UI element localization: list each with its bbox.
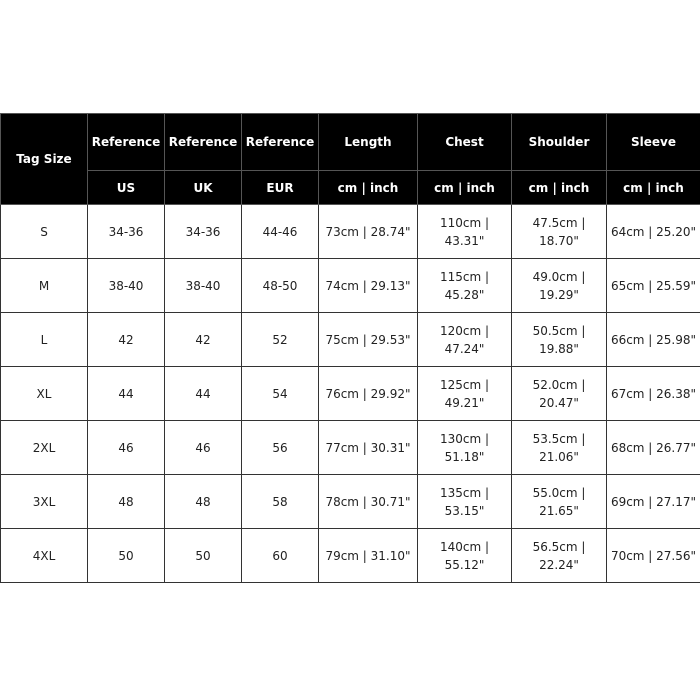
cell-length: 77cm | 30.31": [319, 421, 418, 475]
cell-uk: 46: [165, 421, 242, 475]
cell-eur: 58: [242, 475, 319, 529]
table-row: [1, 259, 700, 313]
header-shoulder: Shoulder: [512, 114, 607, 171]
cell-sleeve: 66cm | 25.98": [607, 313, 700, 367]
header-reference-eur: Reference: [242, 114, 319, 171]
cell-chest: 140cm | 55.12": [418, 529, 512, 583]
cell-length: 78cm | 30.71": [319, 475, 418, 529]
cell-tag-size: XL: [1, 367, 88, 421]
cell-shoulder: 49.0cm | 19.29": [512, 259, 607, 313]
cell-tag-size: 4XL: [1, 529, 88, 583]
cell-uk: 44: [165, 367, 242, 421]
table-row: [1, 367, 700, 421]
cell-chest: 120cm | 47.24": [418, 313, 512, 367]
header-reference-us: Reference: [88, 114, 165, 171]
cell-shoulder: 52.0cm | 20.47": [512, 367, 607, 421]
cell-chest: 135cm | 53.15": [418, 475, 512, 529]
cell-sleeve: 70cm | 27.56": [607, 529, 700, 583]
header-sleeve: Sleeve: [607, 114, 700, 171]
cell-tag-size: 3XL: [1, 475, 88, 529]
cell-length: 79cm | 31.10": [319, 529, 418, 583]
cell-chest: 110cm | 43.31": [418, 205, 512, 259]
table-row: [1, 421, 700, 475]
table-row: [1, 475, 700, 529]
cell-us: 46: [88, 421, 165, 475]
subheader-shoulder-unit: cm | inch: [512, 171, 607, 205]
cell-eur: 56: [242, 421, 319, 475]
cell-chest: 115cm | 45.28": [418, 259, 512, 313]
cell-uk: 42: [165, 313, 242, 367]
cell-sleeve: 67cm | 26.38": [607, 367, 700, 421]
cell-us: 48: [88, 475, 165, 529]
cell-eur: 44-46: [242, 205, 319, 259]
cell-length: 76cm | 29.92": [319, 367, 418, 421]
cell-tag-size: 2XL: [1, 421, 88, 475]
cell-chest: 130cm | 51.18": [418, 421, 512, 475]
cell-eur: 54: [242, 367, 319, 421]
cell-eur: 52: [242, 313, 319, 367]
cell-eur: 48-50: [242, 259, 319, 313]
cell-shoulder: 50.5cm | 19.88": [512, 313, 607, 367]
cell-us: 44: [88, 367, 165, 421]
cell-length: 74cm | 29.13": [319, 259, 418, 313]
cell-us: 38-40: [88, 259, 165, 313]
cell-shoulder: 56.5cm | 22.24": [512, 529, 607, 583]
cell-chest: 125cm | 49.21": [418, 367, 512, 421]
size-chart-table: [0, 113, 700, 583]
cell-us: 42: [88, 313, 165, 367]
subheader-us: US: [88, 171, 165, 205]
table-row: [1, 313, 700, 367]
subheader-row: [1, 171, 700, 205]
cell-us: 34-36: [88, 205, 165, 259]
header-tag-size: Tag Size: [1, 114, 88, 205]
table-row: [1, 205, 700, 259]
cell-length: 73cm | 28.74": [319, 205, 418, 259]
cell-uk: 34-36: [165, 205, 242, 259]
table-body: [1, 205, 700, 583]
cell-eur: 60: [242, 529, 319, 583]
table-header: [1, 114, 700, 205]
table-row: [1, 529, 700, 583]
header-row: [1, 114, 700, 171]
header-reference-uk: Reference: [165, 114, 242, 171]
cell-shoulder: 47.5cm | 18.70": [512, 205, 607, 259]
cell-shoulder: 55.0cm | 21.65": [512, 475, 607, 529]
header-length: Length: [319, 114, 418, 171]
subheader-uk: UK: [165, 171, 242, 205]
cell-uk: 50: [165, 529, 242, 583]
cell-sleeve: 65cm | 25.59": [607, 259, 700, 313]
header-chest: Chest: [418, 114, 512, 171]
cell-uk: 48: [165, 475, 242, 529]
subheader-length-unit: cm | inch: [319, 171, 418, 205]
cell-uk: 38-40: [165, 259, 242, 313]
cell-sleeve: 64cm | 25.20": [607, 205, 700, 259]
subheader-eur: EUR: [242, 171, 319, 205]
cell-shoulder: 53.5cm | 21.06": [512, 421, 607, 475]
cell-sleeve: 68cm | 26.77": [607, 421, 700, 475]
cell-tag-size: S: [1, 205, 88, 259]
cell-length: 75cm | 29.53": [319, 313, 418, 367]
cell-us: 50: [88, 529, 165, 583]
subheader-sleeve-unit: cm | inch: [607, 171, 700, 205]
cell-tag-size: M: [1, 259, 88, 313]
cell-sleeve: 69cm | 27.17": [607, 475, 700, 529]
cell-tag-size: L: [1, 313, 88, 367]
subheader-chest-unit: cm | inch: [418, 171, 512, 205]
